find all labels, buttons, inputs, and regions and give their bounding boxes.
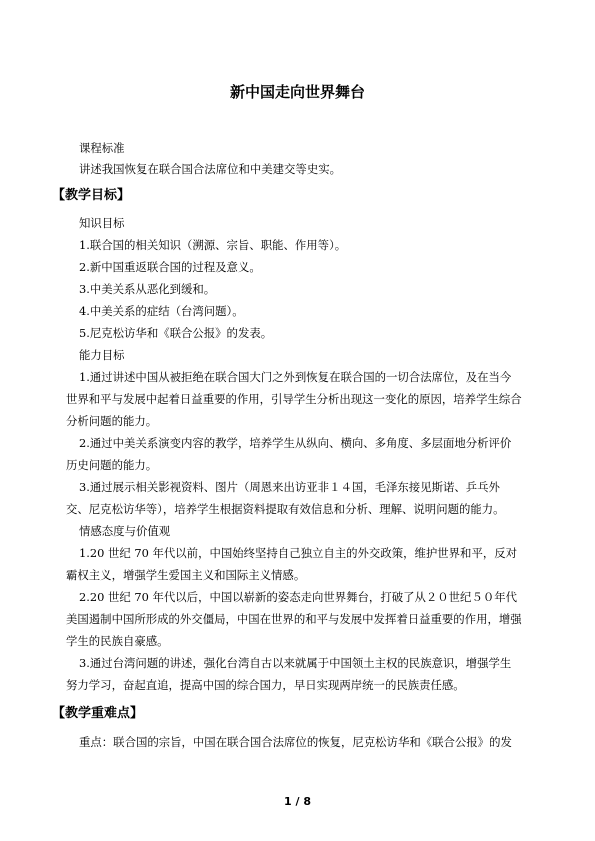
key-points-line: 重点：联合国的宗旨，中国在联合国合法席位的恢复，尼克松访华和《联合公报》的发 bbox=[79, 735, 512, 749]
curriculum-label: 课程标准 bbox=[79, 141, 125, 155]
ability-line: 交、尼克松访华等），培养学生根据资料提取有效信息和分析、理解、说明问题的能力。 bbox=[66, 502, 505, 516]
knowledge-item: 3.中美关系从恶化到缓和。 bbox=[79, 282, 216, 296]
teaching-goals-header: 【教学目标】 bbox=[52, 188, 131, 203]
emotion-line: 学生的民族自豪感。 bbox=[66, 634, 169, 648]
knowledge-item: 5.尼克松访华和《联合公报》的发表。 bbox=[79, 326, 273, 340]
knowledge-item: 4.中美关系的症结（台湾问题）。 bbox=[79, 304, 244, 318]
knowledge-item: 2.新中国重返联合国的过程及意义。 bbox=[79, 260, 261, 274]
ability-goals-label: 能力目标 bbox=[79, 348, 125, 362]
page-number: 1 / 8 bbox=[284, 795, 311, 808]
emotion-line: 1.20 世纪 70 年代以前，中国始终坚持自己独立自主的外交政策，维护世界和平，反对 bbox=[79, 546, 518, 560]
ability-line: 世界和平与发展中起着日益重要的作用，引导学生分析出现这一变化的原因，培养学生综合 bbox=[66, 392, 522, 406]
emotion-line: 3.通过台湾问题的讲述，强化台湾自古以来就属于中国领土主权的民族意识，增强学生 bbox=[79, 656, 512, 670]
ability-line: 历史问题的能力。 bbox=[66, 458, 158, 472]
emotion-line: 美国遏制中国所形成的外交僵局，中国在世界的和平与发展中发挥着日益重要的作用，增强 bbox=[66, 612, 522, 626]
ability-line: 1.通过讲述中国从被拒绝在联合国大门之外到恢复在联合国的一切合法席位，及在当今 bbox=[79, 370, 512, 384]
emotion-line: 2.20 世纪 70 年代以后，中国以崭新的姿态走向世界舞台，打破了从２０世纪５０年代 bbox=[79, 590, 518, 604]
ability-line: 分析问题的能力。 bbox=[66, 414, 158, 428]
emotion-line: 努力学习，奋起直追，提高中国的综合国力，早日实现两岸统一的民族责任感。 bbox=[66, 678, 465, 692]
knowledge-item: 1.联合国的相关知识（溯源、宗旨、职能、作用等）。 bbox=[79, 238, 347, 252]
page-title: 新中国走向世界舞台 bbox=[229, 83, 365, 101]
curriculum-text: 讲述我国恢复在联合国合法席位和中美建交等史实。 bbox=[79, 162, 341, 176]
ability-line: 3.通过展示相关影视资料、图片（周恩来出访亚非１４国，毛泽东接见斯诺、乒乓外 bbox=[79, 480, 500, 494]
emotion-goals-label: 情感态度与价值观 bbox=[79, 524, 171, 538]
knowledge-goals-label: 知识目标 bbox=[79, 216, 125, 230]
ability-line: 2.通过中美关系演变内容的教学，培养学生从纵向、横向、多角度、多层面地分析评价 bbox=[79, 436, 512, 450]
emotion-line: 霸权主义，增强学生爱国主义和国际主义情感。 bbox=[66, 568, 306, 582]
teaching-difficulty-header: 【教学重难点】 bbox=[52, 706, 144, 721]
